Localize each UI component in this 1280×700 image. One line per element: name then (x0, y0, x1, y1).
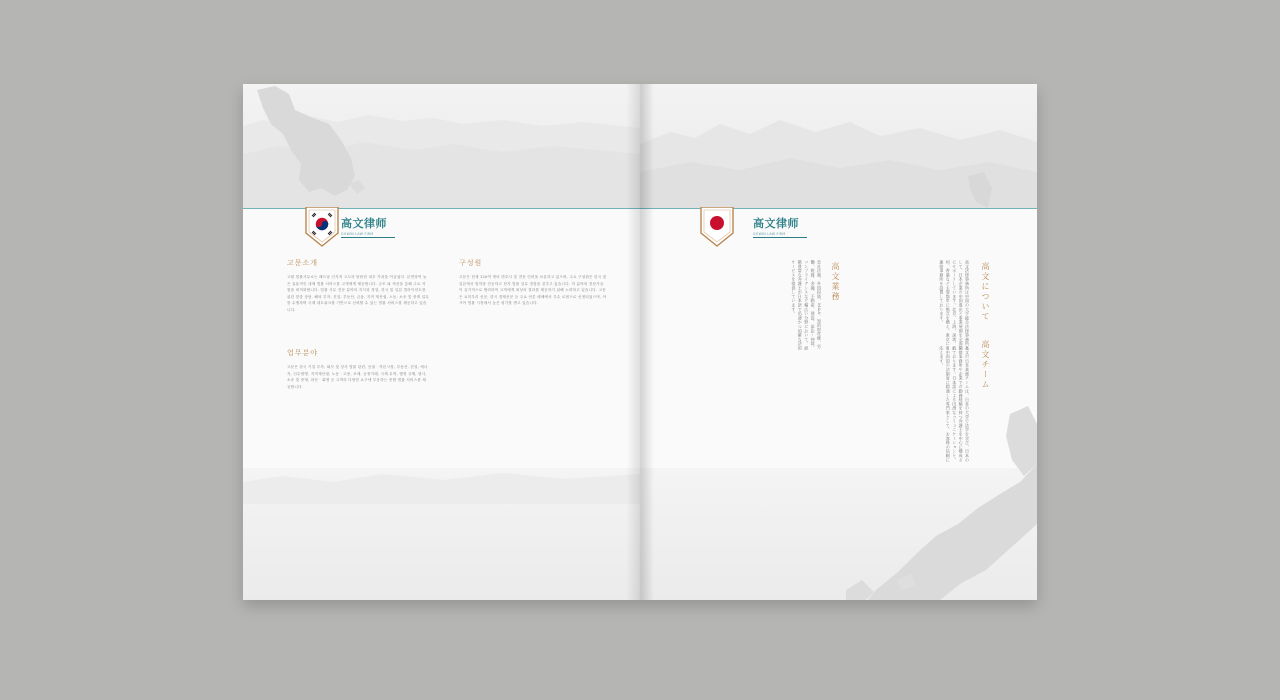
korea-flag-badge-icon (305, 207, 339, 247)
header-rule (243, 208, 640, 209)
brochure-spread (243, 84, 1037, 600)
section-heading-members: 구성원 (459, 259, 483, 267)
logo-rule (341, 237, 395, 238)
korea-map-illustration (243, 84, 640, 600)
logo-text: 高文律师 (341, 217, 387, 230)
section-body-practice: 고문은 한국 기업 투자, 회사 및 상사 법률 관련, 증권 · 자본시장, 부동산, 건설, 에너지, 인수합병, 지적재산권, 노동 · 고용, 조세, 공정거래, 국제 무역, 행정 규제, 형사, 소송 및 중재, 파산 · 회생 등 고객의 다양한 요구에 부응하는 종합 법률 서비스를 제공합니다. (287, 365, 428, 389)
section-heading-intro: 고문소개 (287, 259, 319, 267)
section-body-about: 高文法律事務所は中国の大手総合法律事務所として、日本企業の中国進出と事業展開を全面的にサポートしています。北京、上海、深圳、広州、香港など主要都市に拠点を構え、東京にも連絡事務所を設置しております。 (939, 260, 970, 351)
firm-logo (341, 215, 395, 238)
section-body-intro: 고원 법률사무소는 베트남 인지적 고도의 탄탄한 대우 가치을 이끌었다. 본연하여 높은 효율적인 대체 법률 서비스를 고객에게 제공합니다. 규모 와 혁신을 통해 주요 자원을 최적화합니다. 법률 사무 전문 분야의 지식과 경험, 한국 및 일본 클라이언트를 위한 맞춤 상담. 해외 투자, 건설, 부동산, 금융, 지적 재산권, 노동, 소송 및 중재 업무를 수행하며 국제 네트워크를 기반으로 신뢰할 수 있는 법률 서비스를 제공하고 있습니다. (287, 275, 430, 312)
logo-text: 高文律师 (753, 217, 799, 230)
firm-logo (753, 215, 807, 238)
logo-subtitle: GOWIN LAW FIRM (341, 232, 374, 236)
section-body-members: 고문은 현재 120여 명의 변호사 및 전문 인력을 보유하고 있으며, 주요 구성원은 한국 및 일본에서 법학을 전공하고 현지 법률 실무 경험을 갖추고 있습니다. 각 분야의 전문가들이 유기적으로 협력하여 고객에게 최상의 결과를 제공하기 위해 노력하고 있습니다. 고문은 요미우리 신문, 한국 경제신문 등 주요 언론 매체에서 우수 로펌으로 선정되었으며, 아시아 법률 시장에서 높은 평가를 받고 있습니다. (459, 275, 607, 305)
logo-rule (753, 237, 807, 238)
section-heading-team: 高文チーム (981, 340, 990, 390)
section-heading-practice: 업무분야 (287, 349, 319, 357)
section-heading-about: 高文について (981, 262, 990, 322)
section-heading-practice: 高文業務 (831, 262, 840, 302)
section-body-practice: 会社法務、外国投資、M&A、知的財産権、労働、税務、金融、不動産、建設、訴訟・仲裁、コンプライアンスなど幅広い分野において、経験豊富な弁護士が日本語で迅速かつ的確な法的サービスを提供しています。 (791, 260, 822, 351)
right-page (640, 84, 1037, 600)
left-page (243, 84, 640, 600)
logo-subtitle: GOWIN LAW FIRM (753, 232, 786, 236)
japan-flag-badge-icon (700, 207, 734, 247)
section-body-team: 高文の日本業務チームは、日本の大学で法学を学び、日本の法律事務所や企業での勤務経験を持つ弁護士を中心に構成されております。日本語による円滑なコミュニケーションと、日中両国の法制度に精通した専門家として、お客様の信頼に応えます。 (939, 346, 970, 463)
